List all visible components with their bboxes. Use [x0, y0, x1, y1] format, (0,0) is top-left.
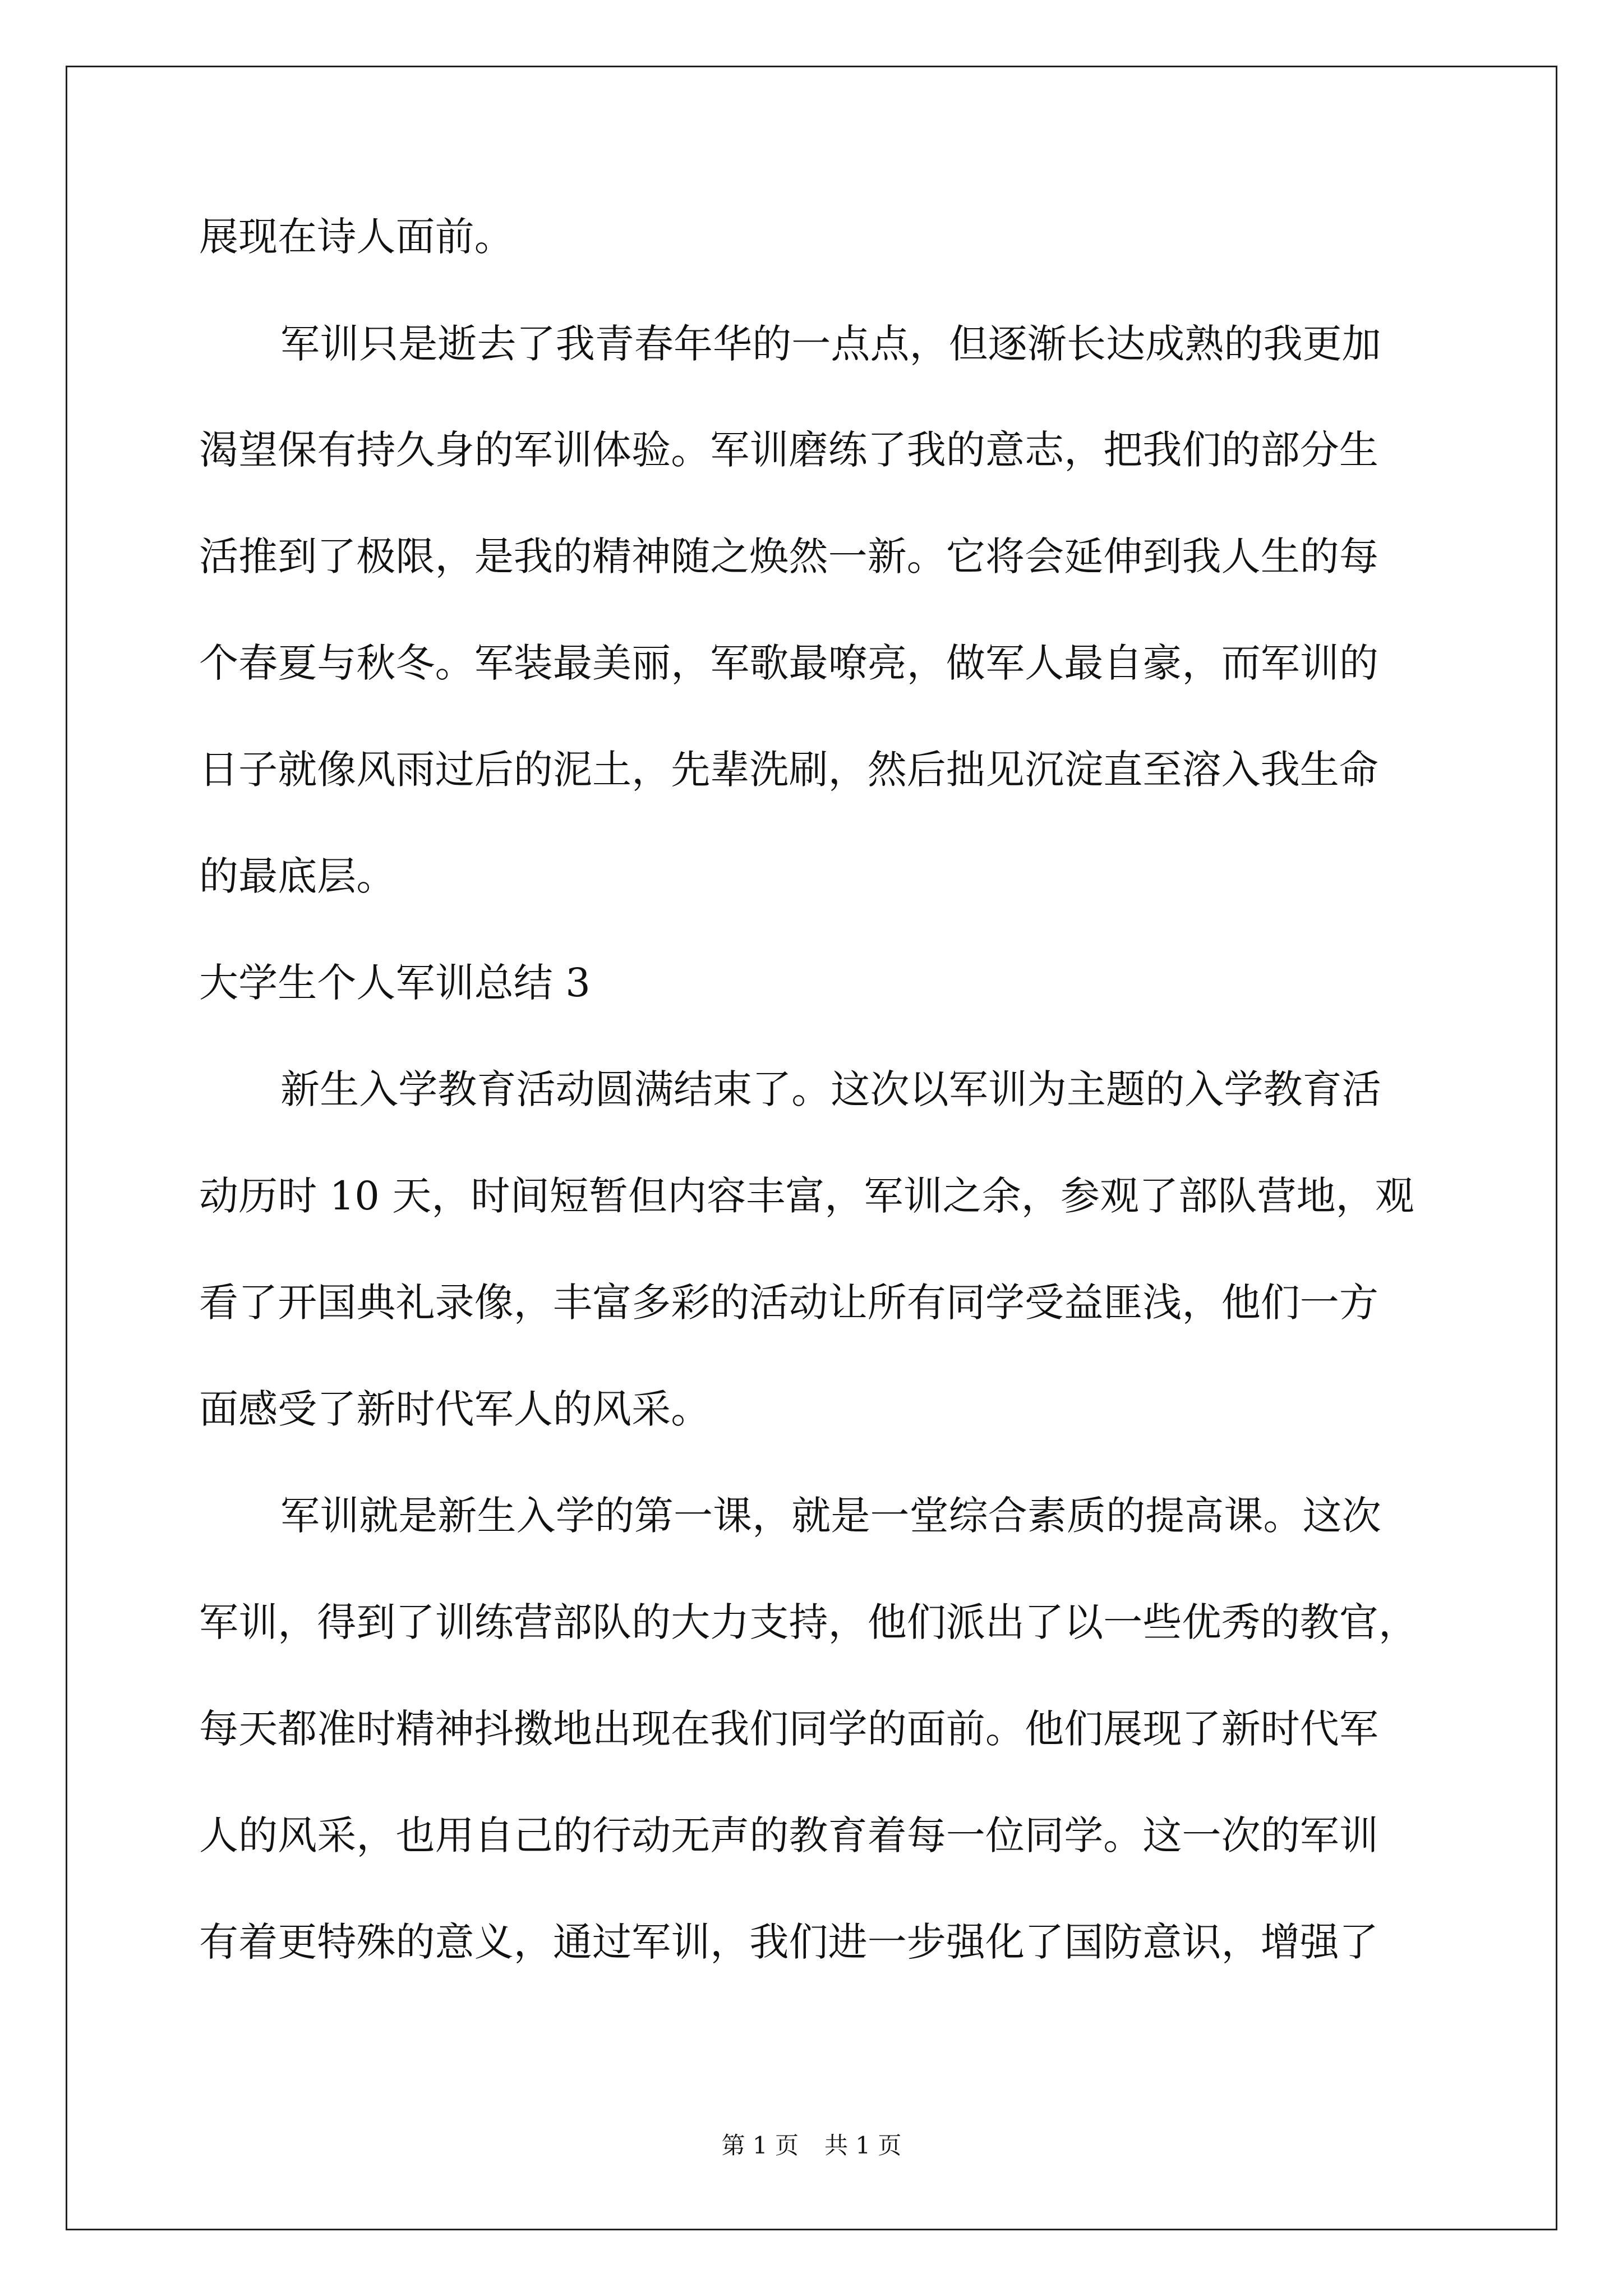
page-border: [66, 66, 1557, 2230]
paragraph-start-line: 军训只是逝去了我青春年华的一点点，但逐渐长达成熟的我更加: [280, 321, 1381, 367]
paragraph-start-line: 新生入学教育活动圆满结束了。这次以军训为主题的入学教育活: [280, 1066, 1381, 1112]
body-line-1: 展现在诗人面前。: [199, 214, 514, 260]
page-number: 第 1 页: [721, 2132, 799, 2159]
section-heading: 大学生个人军训总结 3: [199, 960, 591, 1006]
body-line-6: 日子就像风雨过后的泥土，先辈洗刷，然后拙见沉淀直至溶入我生命: [199, 747, 1378, 793]
body-line-10: 动历时 10 天，时间短暂但内容丰富，军训之余，参观了部队营地，观: [199, 1173, 1414, 1219]
body-line-12: 面感受了新时代军人的风采。: [199, 1386, 711, 1432]
body-line-11: 看了开国典礼录像，丰富多彩的活动让所有同学受益匪浅，他们一方: [199, 1280, 1378, 1326]
body-line-14: 军训，得到了训练营部队的大力支持，他们派出了以一些优秀的教官，: [199, 1599, 1418, 1645]
body-line-17: 有着更特殊的意义，通过军训，我们进一步强化了国防意识，增强了: [199, 1919, 1378, 1965]
body-line-7: 的最底层。: [199, 853, 396, 899]
body-line-15: 每天都准时精神抖擞地出现在我们同学的面前。他们展现了新时代军: [199, 1706, 1378, 1752]
body-line-4: 活推到了极限，是我的精神随之焕然一新。它将会延伸到我人生的每: [199, 533, 1378, 579]
page-footer: [0, 2129, 1623, 2162]
body-line-16: 人的风采，也用自己的行动无声的教育着每一位同学。这一次的军训: [199, 1812, 1378, 1858]
body-line-5: 个春夏与秋冬。军装最美丽，军歌最嘹亮，做军人最自豪，而军训的: [199, 640, 1378, 686]
body-line-3: 渴望保有持久身的军训体验。军训磨练了我的意志，把我们的部分生: [199, 427, 1378, 473]
page-total: 共 1 页: [824, 2132, 902, 2159]
paragraph-start-line: 军训就是新生入学的第一课，就是一堂综合素质的提高课。这次: [280, 1493, 1381, 1539]
